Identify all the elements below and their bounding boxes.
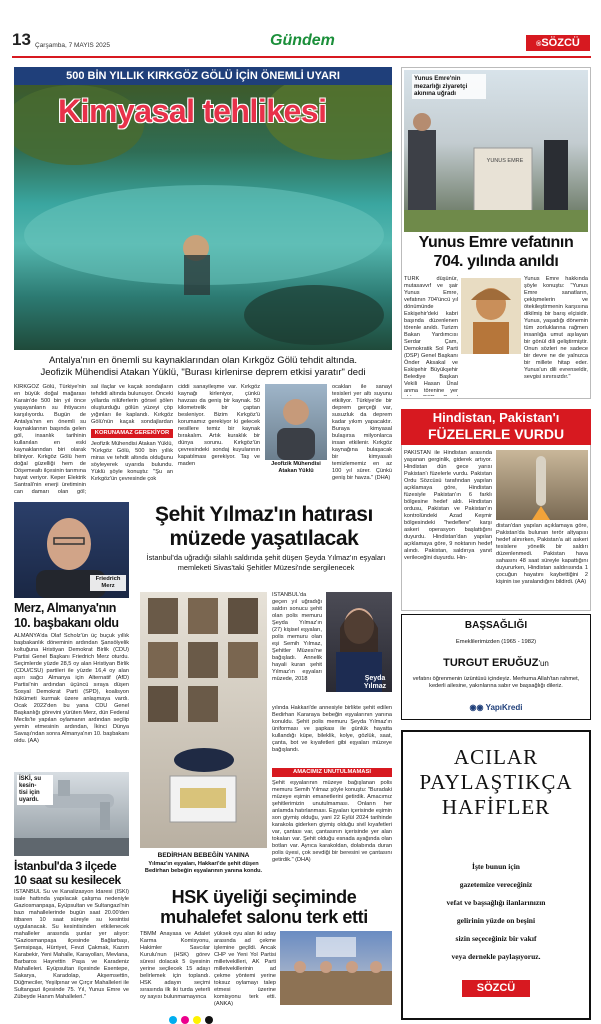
iski-tag-1: İSKİ, su (19, 776, 42, 782)
hindistan-col-1: PAKİSTAN ile Hindistan arasında yaşanan gerginlik, giderek artıyor. Hindistan dün gece yarısı Pakistan'ı füzelerle vurdu. Pakistan Ordu Sözcüsü tarafından yapılan açıklamaya göre, Hindistan füzesiyle Pakistan'ın 6 farklı bölgesine hedef aldı. Hindistan ordusu, Pakistan ve Pakistan'ın kontrolündeki Azad Keşmir bölgesindeki "hedeflere" karşı askeri operasyon başlattığını duyurdu. Hindistan'dan yapılan açıklamaya göre, 9 noktanın hedef alındı. Pakistan, saldırıya yanıt verileceğini duyurdu. Hin- (404, 450, 492, 561)
hindistan-headline-1: Hindistan, Pakistan'ı (432, 410, 560, 425)
basagligi-title: BAŞSAĞLIĞI (464, 620, 528, 631)
merz-name-tag-1: Friedrich (95, 576, 121, 582)
hsk-col-2: yüksek oyu alan iki aday arasında ad çekme işlemine geçildi. Ancak CHP ve Yeni Yol Partisi milletvekilleri, AK Parti milletvekillerinin ad çekme yöntemi yerine toksuz oylamayı talep etmesi üzerine komisyonu terk etti. (ANKA) (214, 931, 276, 1007)
registration-dots (168, 1015, 228, 1024)
yunus-col-2: Yunus Emre hakkında şöyle konuştu: "Yunus Emre sanatların, çekişmelerin ve ötekileştirmenin karşısına dikilmiş bir barış elçisidir. Yunus, yaşadığı dönemin tüm zorluklarına rağmen insanlığa umut aşılayan bir gönül dili geliştirmiştir. Onun sözleri ne sadece bir devre ne de yalnızca bir millete hitap eder. Yunus'un dili evrenseldir, sevgisi sınırsızdır." (524, 276, 588, 380)
lead-kicker: 500 BİN YILLIK KIRKGÖZ GÖLÜ İÇİN ÖNEMLİ UYARI (14, 67, 392, 85)
iski-headline-2: 10 saat su kesilecek (14, 873, 121, 887)
acilar-text-3: vefat ve başsağlığı ilanlarınızın (446, 898, 546, 907)
yunus-portrait (461, 278, 521, 354)
sehit-subhead: AMACIMIZ UNUTULMAMASI (272, 768, 392, 777)
lead-deck-2: Jeofizik Mühendisi Atakan Yüklü, "Burası kirlenirse deprem etkisi yaratır" dedi (40, 367, 366, 378)
tomb-inscription: YUNUS EMRE (486, 158, 524, 164)
yunus-headline-2: 704. yılında anıldı (433, 253, 559, 270)
hindistan-headline-2: FÜZELERLE VURDU (427, 426, 565, 442)
hsk-headline-2: muhalefet salonu terk etti (160, 907, 368, 927)
yapikredi-logo (401, 703, 591, 712)
lead-headline: Kimyasal tehlikesi (58, 93, 327, 129)
lead-subhead: KORUNAMAZ GEREKİYOR (91, 429, 173, 438)
hsk-photo (280, 931, 392, 1005)
basagligi-subtitle: Emeklilerimizden (1965 - 1982) (455, 639, 537, 645)
yapikredi-icon: ◉◉ (469, 703, 486, 712)
yunus-headline-1: Yunus Emre vefatının (418, 234, 574, 251)
lead-col-4: ocakları ile sanayi tesisleri yer altı suyunu etkiliyor. Türkiye'de bir deprem gerçeği var, susuzluk da deprem kadar yıkım yapacaktır. Buraya kimyasal bulaşırsa milyonlarca insan etkilenir. Kırkgöz kaynağına bulaşacak bir kimyasalı temizlememiz en az 100 yıl sürer. Çünkü geniş bir havza." (DHA) (332, 384, 392, 481)
section-title: Gündem (270, 32, 335, 49)
sehit-headline-2: müzede yaşatılacak (169, 527, 359, 550)
museum-caption: Yılmaz'ın eşyaları, Hakkari'de şehit düşen Bedirhan bebeğin eşyalarının yanına kondu. (144, 861, 263, 874)
yunus-photo-caption: Yunus Emre'nin mezarlığı ziyaretçi akınına uğradı (412, 74, 486, 99)
iski-headline-1: İstanbul'da 3 ilçede (14, 859, 117, 873)
lead-col-2: sal ilaçlar ve kaçak sondajların tehdidi altında bulunuyor. Önceki yıllarda nilüferlerin görsel şölen oluşturduğu gölün yüzeyi çöp yığınları ile kaplandı. Kırkgöz Gölü'nün kaçak sondajlardan (91, 384, 173, 425)
seyda-name-tag (358, 675, 392, 691)
iski-tag-3: tisi için (19, 790, 40, 796)
page-number: 13 (12, 30, 31, 49)
merz-headline-1: Merz, Almanya'nın (14, 601, 116, 615)
lead-col-1: KIRKGÖZ Gölü, Türkiye'nin en büyük doğal mağarası Karain'de 500 bin yıl önce yaşayanların su ihtiyacını karşılıyordu. Bugün de Antalya'nın en önemli su kaynaklarının başında gelen göl, insanlık tarihinin kullanılan en eski kaynaklarından biri olarak biliniyor. Kırkgöz Gölü hem doğal güzelliği hem de Döşemealtı ilçesinin tarımına hayat veriyor. Keper Elektrik Santrali'nin enerji üretiminin can damarı olan göl; (14, 384, 86, 495)
basagligi-name: TURGUT ERUĞUZ (443, 657, 539, 669)
yunus-portrait-figure (461, 278, 521, 354)
hsk-headline-1: HSK üyeliği seçiminde (171, 887, 357, 907)
iski-body: İSTANBUL Su ve Kanalizasyon İdaresi (İSKİ) isale hattında yapılacak çalışma nedeniyle Gaziosmanpaşa, Eyüpsultan ve Sultangazi'nin bazı mahallelerinde bugün saat 20.00'den itibaren 10 saat süreyle su kesintisi uygulanacak. Su kesintisinden etkilenecek mahalleler arasında şunlar yer alıyor: "Gaziosmanpaşa ilçesinde Bağlarbaşı, Şemsipaşa, Hürriyet, Fevzi Çakmak, Kazım Karabekir, Yeni Mahalle, Karayolları, Mevlana, Barbaros Hayrettin Paşa ve Karadeniz Mahalleleri. Eyüpsultan ilçesinde Esentepe, Sakarya, Karadolap, Akşemsettin, Düğmeciler, Yeşilpınar ve Çırçır Mahalleleri ile Sultangazi ilçesinde 75. Yıl, Yunus Emre ve Zübeyde Hanım Mahalleleri." (14, 889, 129, 1000)
committee-illustration (280, 931, 392, 1005)
brand-prefix: ® (536, 41, 542, 48)
museum-display (140, 592, 267, 848)
basagligi-name-line (401, 653, 591, 671)
hsk-col-1: TBMM Anayasa ve Adalet Karma Komisyonu, Hakimler Savcılar Kurulu'nun (HSK) görev süresi dolacak 5 üyesinin yerine seçilecek 15 adayı belirlemek için toplandı. HSK adayın seçimi sırasında ilk iki turda yeterli oy sayısı bulunmamayınca (140, 931, 210, 1000)
lead-deck-1: Antalya'nın en önemli su kaynaklarından olan Kırkgöz Gölü tehdit altında. (48, 355, 358, 366)
brand-logo (526, 35, 590, 51)
yapikredi-name: YapıKredi (485, 703, 523, 712)
basagligi-text: vefatını öğrenmenin üzüntüsü içindeyiz. Merhuma Allah'tan rahmet, kederli ailesine, yakınlarına sabır ve başsağlığı dileriz. (412, 676, 580, 689)
sehit-headline-1: Şehit Yılmaz'ın hatırası (155, 503, 373, 526)
acilar-line-3: HAFİFLER (441, 795, 551, 819)
print-marks (168, 1012, 228, 1022)
iski-tag (17, 775, 53, 805)
merz-name-tag (90, 575, 126, 591)
page-date: Çarşamba, 7 MAYIS 2025 (35, 42, 111, 49)
acilar-text-1: İşte bunun için (472, 862, 520, 871)
merz-name-tag-2: Merz (101, 583, 115, 589)
acilar-text-6: veya dernekle paylaşıyoruz. (451, 952, 541, 961)
header-rule (12, 56, 591, 58)
acilar-text-2: gazetemize vereceğiniz (459, 880, 533, 889)
hindistan-col-2: distan'dan yapılan açıklamaya göre, Pakistan'da bulunan terör altyapısı hedef alınırken, Pakistan'a ait askeri tesislere yönelik bir saldırı düzenlenmedi. Pakistan hava sahasını 48 saat süreyle kapattığını duyururken, Hindistan saldırısında 1 çocuğun hayatını kaybettiğini 2 kişinin ise yaralandığını bildirdi. (AA) (496, 523, 588, 585)
brand-name: SÖZCÜ (541, 37, 580, 49)
sehit-col-2: yılında Hakkari'de annesiyle birlikte şehit edilen Bedirhan Kararaya bebeğin eşyalarının yanına konuldu. Şehit polis memuru Şeyda Yılmaz'ın üniforması ve şapkası ile günlük hayatta kullandığı küpe, bileklik, kolye, gözlük, saat, çanta, bot ve kıyafetleri gibi eşyaları müzeye bağışlandı. (272, 705, 392, 753)
hindistan-box-border (401, 445, 591, 611)
yunus-col-1: TÜRK düşünür, mutasavvıf ve şair Yunus Emre, vefatının 704'üncü yıl dönümünde Eskişehir'deki kabri başında düzenlenen törenle anıldı. Turizm Bakan Yardımcısı Serdar Çam, Demokratik Sol Parti (DSP) Genel Başkanı Önder Aksakal ve Eskişehir Büyükşehir Belediye Başkan Vekili Hasan Ünal anma törenine yer (404, 276, 458, 394)
acilar-text-4: gelirinin yüzde on beşini (456, 916, 536, 925)
acilar-line-2: PAYLAŞTIKÇA (419, 770, 573, 794)
lead-col-3: ciddi sanayileşme var. Kırkgöz kaynağı kirleniyor, çünkü havzası da geniş bir kaynak. 50 kilometrelik bir çaptan besleniyor. Bizim Kırkgöz'ü korumamız gerekiyor ki gelecek nesillere temiz bir kaynak bırakalım. Artık kuraklık bir dünya sorunu. Kırkgöz'ün çevresindeki sondaj kuyularının kapatılması gerekiyor. Taş ve maden (178, 384, 260, 467)
yuklu-caption: Jeofizik Mühendisi Atakan Yüklü (271, 461, 321, 474)
iski-tag-2: kesin- (19, 783, 37, 789)
lead-col-2b: Jeofizik Mühendisi Atakan Yüklü, "Kırkgöz Gölü, 500 bin yıllık miras ve tehdit altında olduğunu söyleyerek uyarıda bulundu. Yüklü şöyle konuştu: "Şu an Kırkgöz'ün çevresinde çok (91, 441, 173, 482)
iski-tag-4: uyardı. (19, 797, 39, 803)
museum-caption-title: BEDİRHAN BEBEĞİN YANINA (140, 852, 267, 859)
acilar-brand: SÖZCÜ (462, 980, 530, 997)
museum-photo (140, 592, 267, 848)
merz-headline-2: 10. başbakanı oldu (14, 616, 119, 630)
sehit-col-1: İSTANBUL'da geçen yıl uğradığı saldırı sonucu şehit olan polis memuru Şeyda Yılmaz'ın (27) kişisel eşyaları, polis memuru olan eşi Semih Yılmaz, Şehitler Müzesi'ne bağışladı. Annelik hayali kuran şehit Yılmaz'ın eşyaları müzede, 2018 (272, 592, 322, 682)
yuklu-portrait (265, 384, 327, 460)
seyda-name-1: Şeyda (364, 675, 386, 682)
merz-body: ALMANYA'da Olaf Scholz'ün üç buçuk yıllık başbakanlık döneminin ardından Şansölyelik koltuğuna Hristiyan Demokrat Birlik (CDU) Partisi Genel Başkanı Friedrich Merz oturdu. Seçimlerde yüzde 28,5 oy alan Hristiyan Birlik (CDU/CSU) partileri ile yüzde 16,4 oy alan aşırı sağcı Almanya için Alternatif (AfD) Partisi'nin ardından üçüncü sıraya düşen Sosyal Demokrat Parti (SPD), koalisyon hükümeti kurmak üzere anlaşmaya vardı. Ocak 2022'den bu yana CDU Genel Başkanlığı görevini yürüten Merz, dün Federal Meclis'te yapılan oylamanın ardından seçilip yemin etmesinin ardından, İkinci Dünya Savaşı'ndan sonra Almanya'nın 10. başbakanı oldu. (AA) (14, 633, 129, 744)
basagligi-suffix: 'un (538, 659, 549, 668)
acilar-text-5: sizin seçeceğiniz bir vakıf (455, 934, 537, 943)
sehit-deck: İstanbul'da uğradığı silahlı saldırıda şehit düşen Şeyda Yılmaz'ın eşyaları memleketi Sivas'taki Şehitler Müzesi'nde sergilenecek (146, 553, 386, 572)
sehit-col-3: Şehit eşyalarının müzeye bağışlanan polis memuru Semih Yılmaz şöyle konuştu: "Buradaki müzeye eşimin emanetlerini getirdik. Amacımız şehitlerimizin unutulmaması. Onların her anlamda hatırlanması. Eşyaları içerisinde eşimin son giymiş olduğu, yani 22 Eylül 2024 tarihinde karakola giderken giymiş olduğu sivil kıyafetleri var, çantası var, çantasının içerisinde yer alan tokaları var. Şehit olduğu esnada ayağında olan botları var. Ayrıca karakoldan, dolabında duran polis üyesi, çok sevdiği bir beresini ve çantasını getirdik." (DHA) (272, 780, 392, 863)
seyda-name-2: Yılmaz (363, 683, 387, 690)
portrait-figure (265, 384, 327, 460)
acilar-line-1: ACILAR (453, 745, 539, 769)
